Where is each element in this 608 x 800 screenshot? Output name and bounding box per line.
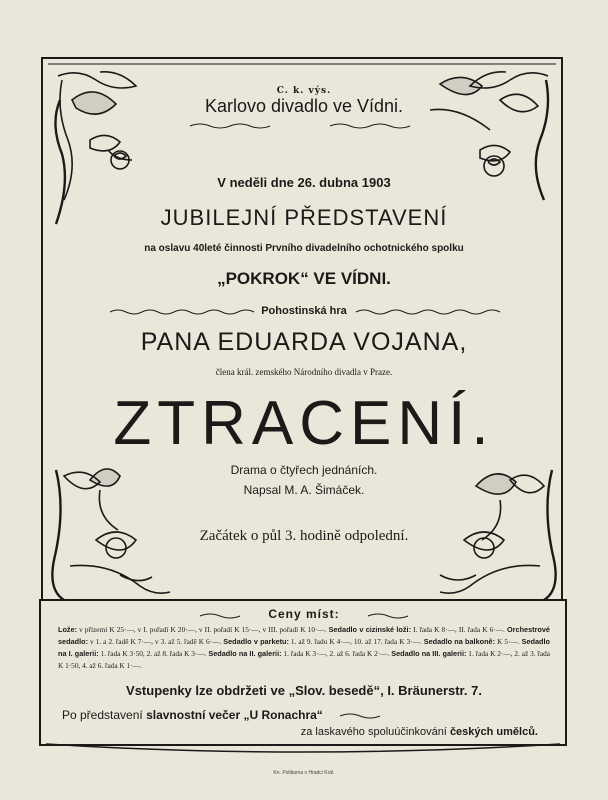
after-party-pre: Po představení — [62, 708, 147, 722]
price-list — [58, 624, 550, 672]
actor-membership: člena král. zemského Národního divadla v Praze. — [215, 367, 393, 377]
jubilee-heading: JUBILEJNÍ PŘEDSTAVENÍ — [160, 205, 448, 230]
occasion-text: na oslavu 40leté činnosti Prvního divadelního ochotnického spolku — [144, 243, 464, 254]
divider-header — [190, 124, 270, 128]
play-genre: Drama o čtyřech jednáních. — [230, 463, 378, 477]
start-time: Začátek o půl 3. hodině odpolední. — [199, 528, 409, 544]
price-text: 1. až 9. řadu K 4·—, 10. až 17. řada K 3·—. — [288, 637, 424, 646]
club-name: „POKROK“ VE VÍDNI. — [217, 269, 391, 288]
ticket-info: Vstupenky lze obdržeti ve „Slov. besedě“, I. Bräunerstr. 7. — [126, 683, 482, 698]
guest-play-label: Pohostinská hra — [261, 305, 347, 317]
price-text: 1. řada K 2·—, 2. až 3. řada K 1·50, 4. až 6. řada K 1·—. — [58, 649, 550, 670]
artists-credit — [301, 726, 538, 738]
price-text: K 5·—. — [495, 637, 522, 646]
price-label: Sedadlo na III. galerii: — [391, 649, 467, 658]
after-party-name: slavnostní večer „U Ronachra“ — [146, 708, 323, 722]
price-text: v 1. a 2. řadě K 7·—, v 3. až 5. řadě K 6·—. — [88, 637, 224, 646]
price-label: Sedadlo na I. galerii: — [58, 637, 550, 658]
price-label: Sedadlo na balkoně: — [423, 637, 496, 646]
price-label: Sedadlo v parketu: — [223, 637, 289, 646]
price-label: Orchestrové sedadlo: — [58, 625, 550, 646]
after-party — [62, 708, 323, 722]
lower-border — [40, 600, 566, 745]
prices-heading: Ceny míst: — [268, 607, 340, 621]
theatre-name: Karlovo divadlo ve Vídni. — [204, 96, 404, 116]
artists-name: českých umělců. — [449, 726, 538, 738]
artists-pre: za laskavého spoluúčinkování — [300, 726, 450, 738]
performance-date: V neděli dne 26. dubna 1903 — [217, 175, 391, 190]
price-label: Sedadlo na II. galerii: — [208, 649, 282, 658]
price-text: 1. řada K 3·—, 2. až 6. řada K 2·—. — [281, 649, 392, 658]
price-label: Lože: — [58, 625, 78, 634]
printer-imprint: Kn. Politiarna v Hradci Král. — [273, 770, 335, 776]
actor-name: PANA EDUARDA VOJANA, — [140, 328, 468, 356]
price-text: 1. řada K 3·50, 2. až 8. řada K 3·—. — [98, 649, 209, 658]
price-text: v přízemí K 25·—, v I. pořadí K 20·—, v II. pořadí K 15·—, v III. pořadí K 10·—. — [77, 625, 329, 634]
play-author: Napsal M. A. Šimáček. — [243, 483, 365, 497]
ck-label: C. k. výs. — [276, 86, 332, 96]
price-label: Sedadlo v cizinské loži: — [328, 625, 411, 634]
price-text: I. řada K 8·—, II. řada K 6·—. — [411, 625, 507, 634]
play-title: ZTRACENÍ. — [113, 389, 495, 458]
